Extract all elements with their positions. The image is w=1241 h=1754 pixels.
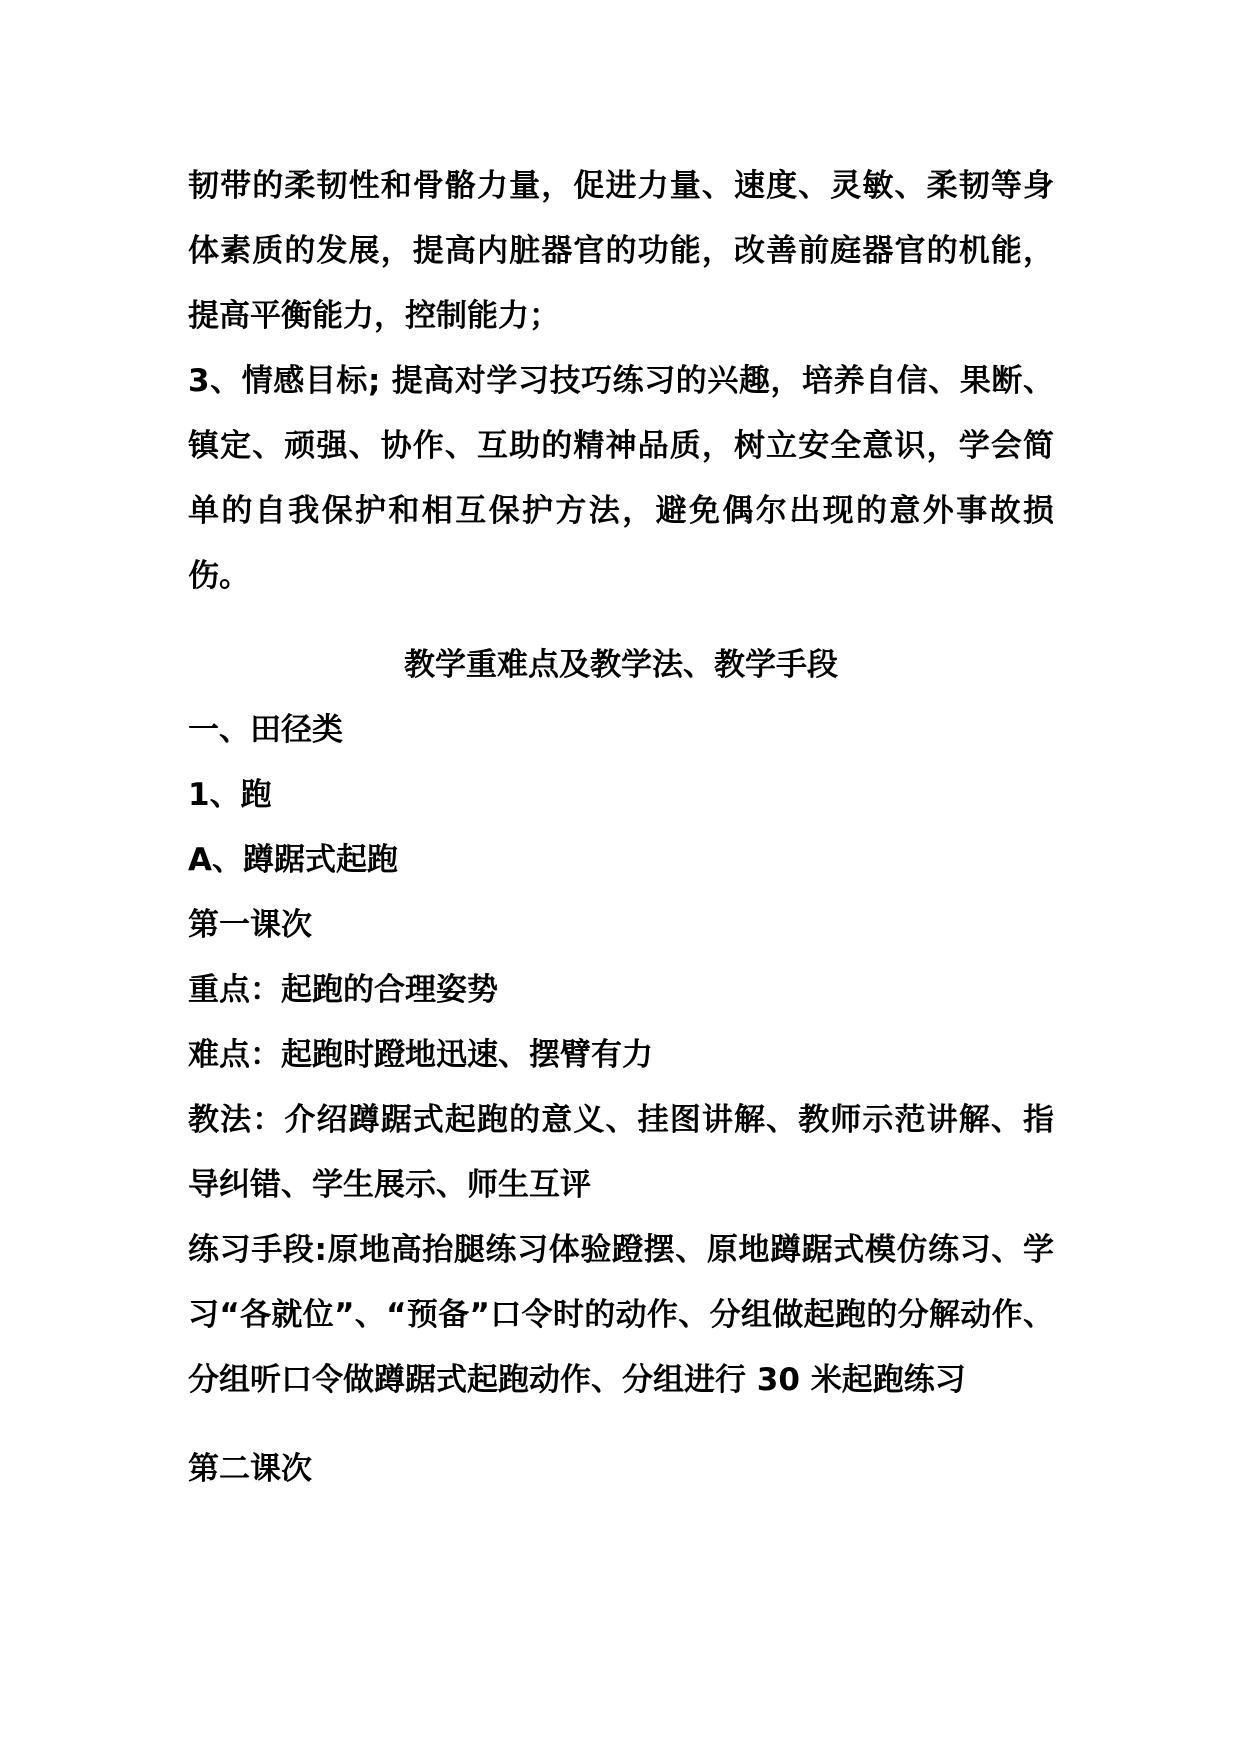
document-page [188,154,1054,1502]
section-title: 教学重难点及教学法、教学手段 [404,647,838,683]
item-heading: 1、跑 [188,777,272,813]
lesson1-title: 第一课次 [188,907,312,943]
lesson2-title: 第二课次 [188,1451,312,1487]
category-heading: 一、田径类 [188,712,343,748]
lesson1-key-point: 重点：起跑的合理姿势 [188,972,498,1008]
intro-paragraph: 韧带的柔韧性和骨骼力量，促进力量、速度、灵敏、柔韧等身体素质的发展，提高内脏器官的功能，改善前庭器官的机能，提高平衡能力，控制能力； [188,168,1054,334]
emotion-goal-paragraph: 3、情感目标; 提高对学习技巧练习的兴趣，培养自信、果断、镇定、顽强、协作、互助的精神品质，树立安全意识，学会简单的自我保护和相互保护方法，避免偶尔出现的意外事故损伤。 [188,363,1054,594]
subitem-heading: A、蹲踞式起跑 [188,842,398,878]
lesson1-difficulty: 难点：起跑时蹬地迅速、摆臂有力 [188,1037,653,1073]
lesson1-practice: 练习手段:原地高抬腿练习体验蹬摆、原地蹲踞式模仿练习、学习“各就位”、“预备”口令时的动作、分组做起跑的分解动作、分组听口令做蹲踞式起跑动作、分组进行 30 米起跑练习 [188,1232,1054,1398]
lesson1-method: 教法：介绍蹲踞式起跑的意义、挂图讲解、教师示范讲解、指导纠错、学生展示、师生互评 [188,1102,1054,1203]
